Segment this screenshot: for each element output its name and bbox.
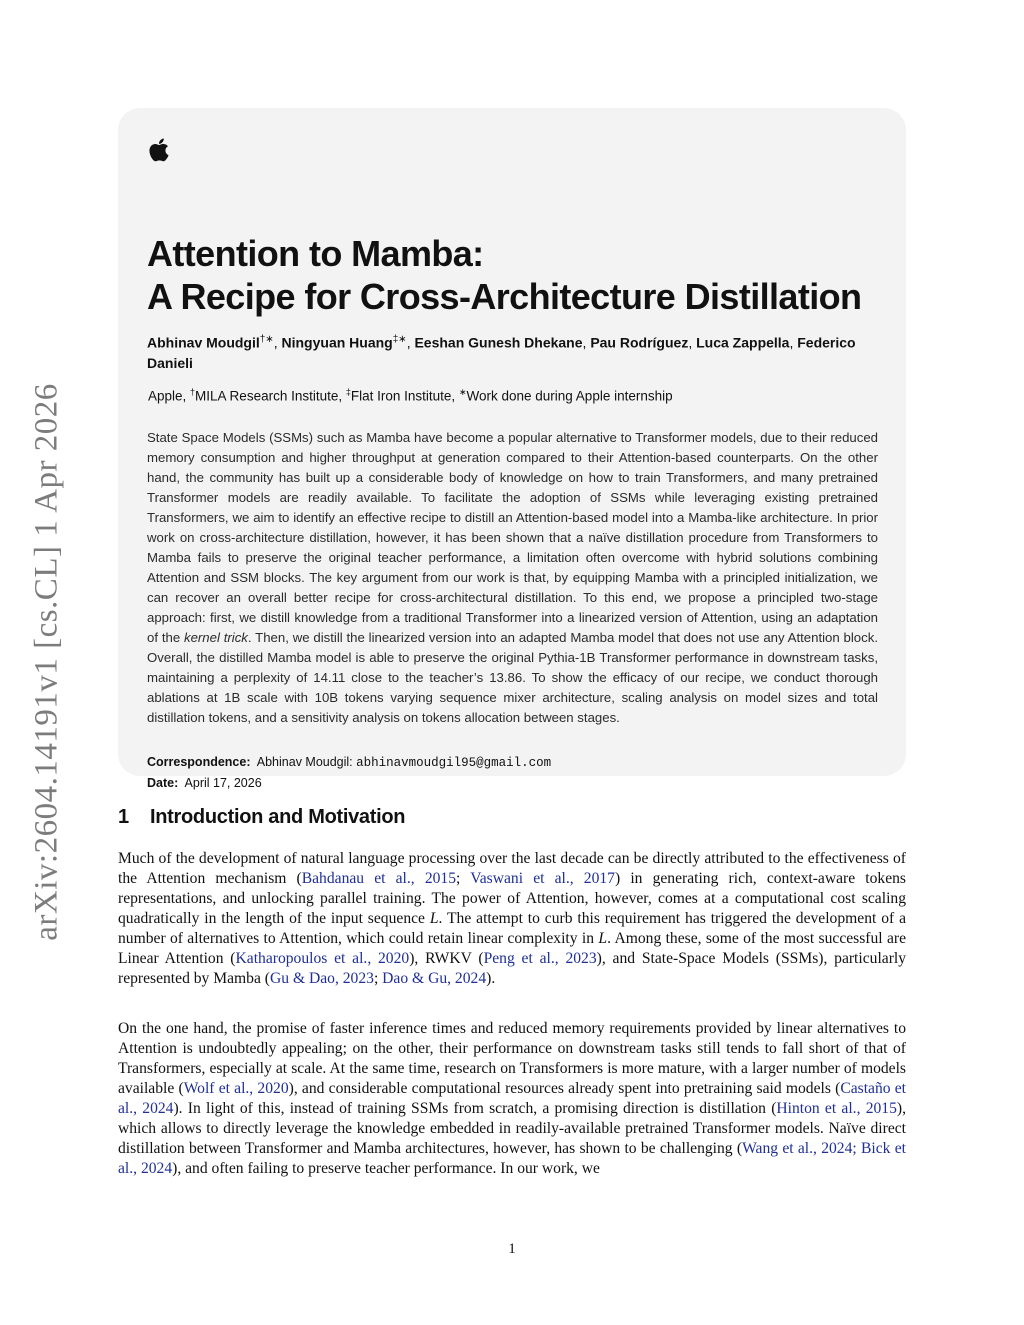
paragraph-2	[118, 1019, 906, 1179]
paragraph-text: ).	[486, 970, 496, 987]
paper-title	[147, 232, 878, 318]
citation-link[interactable]: Peng et al., 2023	[483, 950, 597, 967]
affiliation-text: Work done during Apple internship	[466, 388, 673, 404]
paragraph-text: ;	[456, 870, 471, 887]
apple-logo-icon	[147, 138, 171, 166]
author-affiliation-mark: †∗	[259, 334, 274, 345]
affiliation-mark: ∗	[458, 386, 467, 397]
paragraph-text: ), RWKV (	[409, 950, 484, 967]
paragraph-text: ), and often failing to preserve teacher performance. In our work, we	[172, 1160, 600, 1177]
paragraph-text: On the one hand, the promise of faster inference times and reduced memory requirements provided by linear alternatives to Attention is undoubtedly appealing; on the other, their performance on downstream tasks still tends to fall short of that of Transformers, especially at scale. At the same time, research on Transformers is more mature, with a larger number of models available (	[118, 1020, 906, 1097]
citation-link[interactable]: Vaswani et al., 2017	[470, 870, 615, 887]
affiliation-mark: ‡	[345, 386, 351, 397]
citation-link[interactable]: Katharopoulos et al., 2020	[235, 950, 410, 967]
citation-link[interactable]: Hinton et al., 2015	[776, 1100, 897, 1117]
author-name: Pau Rodríguez	[590, 334, 689, 351]
paragraph-text: . Among these, some of the most successful are Linear Attention (	[118, 930, 906, 967]
section-number: 1	[118, 806, 129, 828]
paragraph-text: ;	[373, 970, 383, 987]
author-separator: ,	[273, 334, 282, 351]
author-affiliation-mark: ‡∗	[392, 334, 407, 345]
abstract-emphasis: kernel trick	[183, 630, 248, 646]
correspondence-email[interactable]: abhinavmoudgil95@gmail.com	[356, 756, 552, 771]
section-title: Introduction and Motivation	[150, 806, 406, 828]
author-name: Abhinav Moudgil	[147, 334, 260, 351]
title-line-1: Attention to Mamba:	[147, 233, 484, 274]
affiliation-text: MILA Research Institute,	[195, 388, 346, 404]
abstract-text-1: State Space Models (SSMs) such as Mamba have become a popular alternative to Transformer models, due to their reduced memory consumption and higher throughput at generation compared to their Attention-based counterparts. On the other hand, the community has built up a considerable body of knowledge on how to train Transformers, and many pretrained Transformer models are readily available. To facilitate the adoption of SSMs while leveraging existing pretrained Transformers, we aim to identify an effective recipe to distill an Attention-based model into a Mamba-like architecture. In prior work on cross-architecture distillation, however, it has been shown that a naïve distillation procedure from Transformers to Mamba fails to preserve the original teacher performance, a limitation often overcome with hybrid solutions combining Attention and SSM blocks. The key argument from our work is that, by equipping Mamba with a principled initialization, we can recover an overall better recipe for cross-architectural distillation. To this end, we propose a principled two-stage approach: first, we distill knowledge from a traditional Transformer into a linearized version of Attention, using an adaptation of the	[147, 430, 878, 646]
affiliation-text: Flat Iron Institute,	[350, 388, 459, 404]
affiliation-text: Apple,	[148, 388, 191, 404]
author-list	[147, 330, 878, 373]
paragraph-text: ), which allows to directly leverage the knowledge embedded in readily-available pretrained Transformer models. Naïve direct distillation between Transformer and Mamba architectures, however, has shown to be challenging (	[118, 1100, 906, 1157]
paragraph-text: ), and considerable computational resources already spent into pretraining said models (	[288, 1080, 841, 1097]
correspondence-name: Abhinav Moudgil:	[256, 755, 353, 770]
affiliation-mark: †	[190, 386, 196, 397]
author-separator: ,	[789, 334, 798, 351]
paragraph-1	[118, 849, 906, 989]
author-name: Federico Danieli	[147, 334, 856, 371]
title-line-2: A Recipe for Cross-Architecture Distillation	[147, 276, 862, 317]
author-separator: ,	[406, 334, 415, 351]
author-name: Luca Zappella	[696, 334, 790, 351]
date-label: Date:	[147, 776, 179, 791]
citation-link[interactable]: Gu & Dao, 2023	[269, 970, 374, 987]
section-heading	[118, 806, 405, 829]
correspondence-label: Correspondence:	[147, 755, 251, 770]
abstract	[147, 428, 878, 728]
page-number: 1	[508, 1241, 516, 1257]
author-name: Ningyuan Huang	[281, 334, 393, 351]
citation-link[interactable]: Bahdanau et al., 2015	[301, 870, 457, 887]
citation-link[interactable]: Castaño et al., 2024	[118, 1080, 907, 1117]
paragraph-text: ) in generating rich, context-aware tokens representations, and unlocking parallel training. The power of Attention, however, comes at a computational cost scaling quadratically in the length of the input sequence	[118, 870, 906, 927]
abstract-card	[118, 108, 906, 791]
paragraph-text: ), and State-Space Models (SSMs), particularly represented by Mamba (	[118, 950, 907, 987]
paragraph-text: ). In light of this, instead of training SSMs from scratch, a promising direction is distillation (	[173, 1100, 777, 1117]
paragraph-text: Much of the development of natural language processing over the last decade can be directly attributed to the effectiveness of the Attention mechanism (	[118, 850, 906, 887]
math-variable: L	[598, 930, 608, 947]
arxiv-stamp: arXiv:2604.14191v1 [cs.CL] 1 Apr 2026	[28, 383, 65, 941]
author-name: Eeshan Gunesh Dhekane	[414, 334, 583, 351]
paragraph-text: . The attempt to curb this requirement has triggered the development of a number of alternatives to Attention, which could retain linear complexity in	[118, 910, 906, 947]
abstract-text-2: . Then, we distill the linearized version into an adapted Mamba model that does not use any Attention block. Overall, the distilled Mamba model is able to preserve the original Pythia-1B Transformer performance in downstream tasks, maintaining a perplexity of 14.11 close to the teacher’s 13.86. To show the efficacy of our recipe, we conduct thorough ablations at 1B scale with 10B tokens varying sequence mixer architecture, scaling analysis on model sizes and total distillation tokens, and a sensitivity analysis on tokens allocation between stages.	[147, 630, 878, 726]
correspondence-line	[147, 752, 878, 773]
date-value: April 17, 2026	[184, 776, 262, 791]
author-separator: ,	[688, 334, 697, 351]
date-line	[147, 773, 878, 793]
citation-link[interactable]: Wang et al., 2024; Bick et al., 2024	[118, 1140, 906, 1177]
paper-metadata	[147, 752, 878, 793]
citation-link[interactable]: Dao & Gu, 2024	[382, 970, 487, 987]
affiliation-list	[147, 382, 878, 407]
math-variable: L	[429, 910, 439, 927]
citation-link[interactable]: Wolf et al., 2020	[183, 1080, 289, 1097]
author-separator: ,	[582, 334, 591, 351]
